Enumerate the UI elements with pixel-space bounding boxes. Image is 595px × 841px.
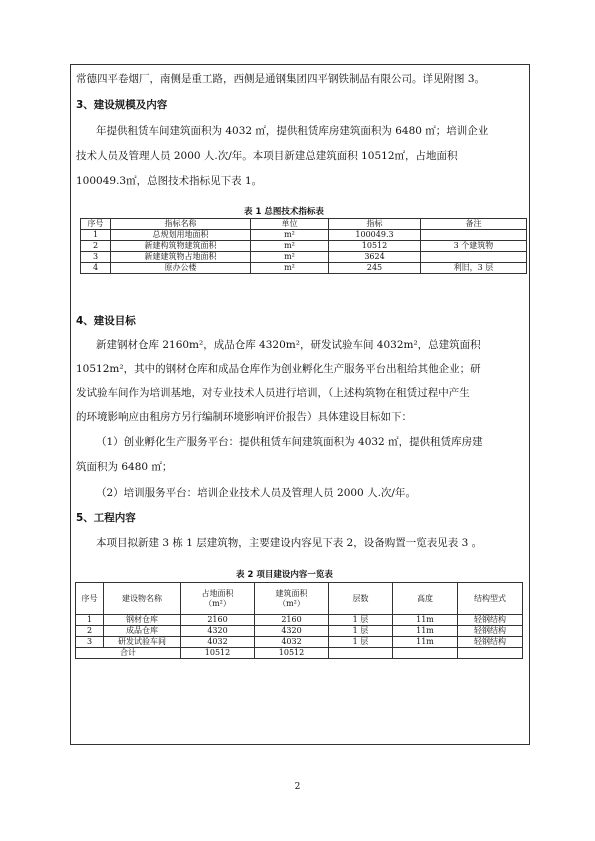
table-cell: 4 <box>81 263 111 274</box>
table-cell: 轻钢结构 <box>458 615 523 626</box>
table-header-cell: 结构型式 <box>458 583 523 615</box>
table-header-cell: 单位 <box>251 219 329 230</box>
table-header-cell: 指标 <box>329 219 421 230</box>
table-cell: 研发试验车间 <box>104 637 181 648</box>
paragraph-line: 本项目拟新建 3 栋 1 层建筑物，主要建设内容见下表 2，设备购置一览表见表 3 。 <box>96 537 483 549</box>
table-cell: 1 <box>76 615 104 626</box>
table-cell: m² <box>251 230 329 241</box>
table1-caption: 表 1 总图技术指标表 <box>244 207 324 217</box>
table-header-cell: 建设物名称 <box>104 583 181 615</box>
table-cell: 11m <box>393 637 458 648</box>
table-row <box>76 626 523 637</box>
table-header-cell: 指标名称 <box>111 219 251 230</box>
table-cell: 新建构筑物建筑面积 <box>111 241 251 252</box>
table-header-cell: 序号 <box>81 219 111 230</box>
table-cell: 4320 <box>255 626 329 637</box>
table-header-cell: 占地面积 （m²） <box>181 583 255 615</box>
table-total-cell: 10512 <box>255 648 329 659</box>
table-cell: 100049.3 <box>329 230 421 241</box>
table-row <box>81 241 527 252</box>
table-cell: 成品仓库 <box>104 626 181 637</box>
body-text-line: 常德四平卷烟厂，南侧是重工路，西侧是通钢集团四平钢铁制品有限公司。详见附图 3。 <box>76 73 486 85</box>
table-header-cell: 建筑面积 （m²） <box>255 583 329 615</box>
table-cell: 4032 <box>255 637 329 648</box>
table-cell: 11m <box>393 615 458 626</box>
table-cell: 3624 <box>329 252 421 263</box>
table-cell: 1 层 <box>329 637 393 648</box>
table-cell: 原办公楼 <box>111 263 251 274</box>
table-cell <box>421 230 527 241</box>
table-row <box>81 230 527 241</box>
paragraph-line: 发试验车间作为培训基地，对专业技术人员进行培训，（上述构筑物在租赁过程中产生 <box>76 387 470 399</box>
table-cell: m² <box>251 241 329 252</box>
table-header-row <box>81 219 527 230</box>
paragraph-line: 的环境影响应由租房方另行编制环境影响评价报告）具体建设目标如下： <box>76 411 412 423</box>
table-total-cell: 合计 <box>76 648 181 659</box>
table-cell <box>421 252 527 263</box>
table-cell: m² <box>251 263 329 274</box>
table-cell: 轻钢结构 <box>458 626 523 637</box>
table-cell: 1 层 <box>329 615 393 626</box>
table-row <box>81 263 527 274</box>
table-header-cell: 层数 <box>329 583 393 615</box>
section-heading: 4、建设目标 <box>76 315 136 327</box>
table-cell: 11m <box>393 626 458 637</box>
section-heading: 3、建设规模及内容 <box>76 99 168 111</box>
paragraph-line: 筑面积为 6480 ㎡； <box>76 461 173 473</box>
table-cell: 钢材仓库 <box>104 615 181 626</box>
table-header-cell: 高度 <box>393 583 458 615</box>
table-total-cell: 10512 <box>181 648 255 659</box>
table-cell: 2160 <box>255 615 329 626</box>
paragraph-line: （1）创业孵化生产服务平台：提供租赁车间建筑面积为 4032 ㎡，提供租赁库房建 <box>96 436 483 448</box>
paragraph-line: 年提供租赁车间建筑面积为 4032 ㎡，提供租赁库房建筑面积为 6480 ㎡；培训企业 <box>96 125 489 137</box>
paragraph-line: 技术人员及管理人员 2000 人.次/年。本项目新建总建筑面积 10512㎡，占地面积 <box>76 150 458 162</box>
table-cell: m² <box>251 252 329 263</box>
page-number: 2 <box>294 782 301 792</box>
paragraph-line: 10512m²，其中的钢材仓库和成品仓库作为创业孵化生产服务平台出租给其他企业；研 <box>76 363 481 375</box>
paragraph-line: （2）培训服务平台：培训企业技术人员及管理人员 2000 人.次/年。 <box>96 487 416 499</box>
table-cell: 1 <box>81 230 111 241</box>
table-header-cell: 备注 <box>421 219 527 230</box>
table-cell: 1 层 <box>329 626 393 637</box>
section-heading: 5、工程内容 <box>76 512 136 524</box>
table-cell: 新建建筑物占地面积 <box>111 252 251 263</box>
table-cell: 2 <box>81 241 111 252</box>
table-cell: 10512 <box>329 241 421 252</box>
table-row <box>81 252 527 263</box>
table-cell: 3 个建筑物 <box>421 241 527 252</box>
table-empty-cell <box>393 648 458 659</box>
table-row <box>76 637 523 648</box>
paragraph-line: 新建钢材仓库 2160m²，成品仓库 4320m²，研发试验车间 4032m²，总建筑面积 <box>96 339 481 351</box>
paragraph-line: 100049.3㎡，总图技术指标见下表 1。 <box>76 175 263 187</box>
table-empty-cell <box>329 648 393 659</box>
table-cell: 利旧，3 层 <box>421 263 527 274</box>
table-cell: 2160 <box>181 615 255 626</box>
table2 <box>75 582 523 659</box>
table-header-cell: 序号 <box>76 583 104 615</box>
table1 <box>80 218 527 274</box>
table-cell: 3 <box>81 252 111 263</box>
table-header-row <box>76 583 523 615</box>
table-cell: 3 <box>76 637 104 648</box>
table-cell: 245 <box>329 263 421 274</box>
table-empty-cell <box>458 648 523 659</box>
table-cell: 总规划用地面积 <box>111 230 251 241</box>
table-cell: 2 <box>76 626 104 637</box>
table-cell: 4032 <box>181 637 255 648</box>
table-cell: 轻钢结构 <box>458 637 523 648</box>
table-total-row <box>76 648 523 659</box>
table2-caption: 表 2 项目建设内容一览表 <box>236 570 333 580</box>
table-row <box>76 615 523 626</box>
table-cell: 4320 <box>181 626 255 637</box>
